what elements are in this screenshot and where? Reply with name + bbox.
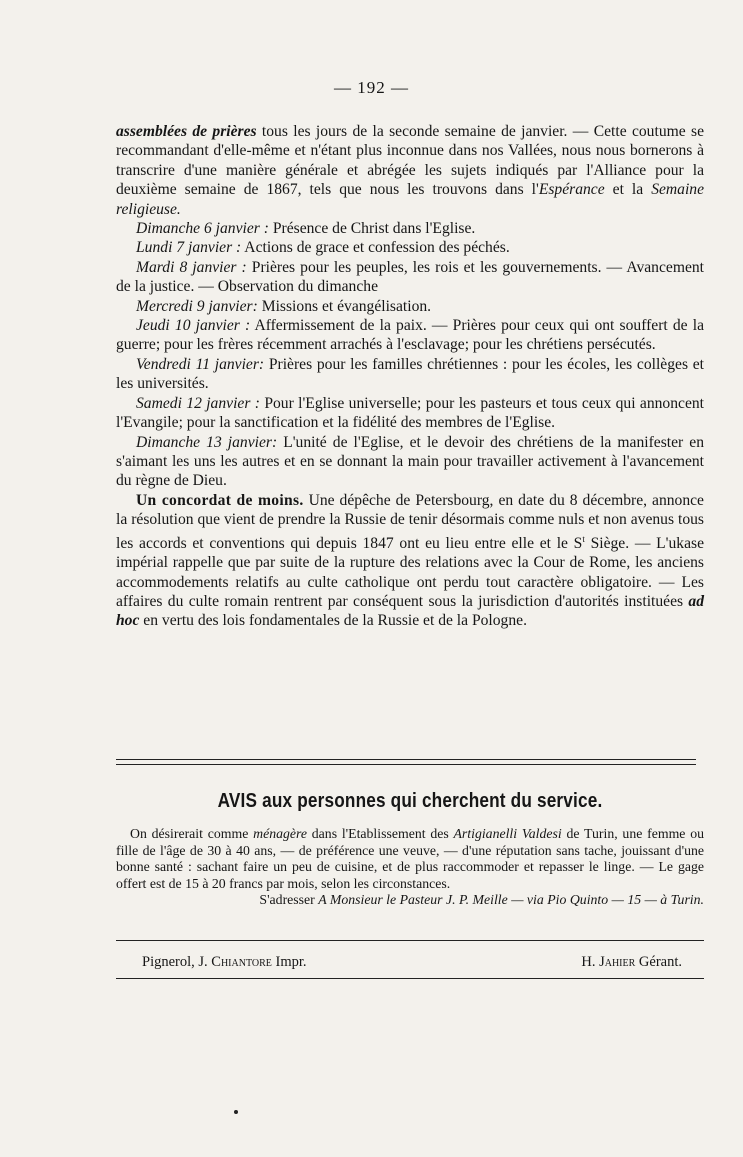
printer-name: Chiantore: [211, 954, 272, 970]
paragraph-text: en vertu des lois fondamentales de la Russie et de la Pologne.: [139, 612, 527, 630]
prayer-day-item: [116, 394, 704, 433]
manager-text: H.: [581, 954, 600, 970]
paragraph-text: dans l'Etablissement des: [307, 826, 454, 841]
paragraph-text: S'adresser: [259, 892, 319, 908]
footer-rule-top: [116, 940, 704, 941]
prayer-day-item: [116, 355, 704, 394]
prayer-day-subject: Actions de grace et confession des péchés.: [241, 239, 510, 257]
prayer-day-subject: Affermissement de la paix. — Prières pour ceux qui ont souffert de la guerre; pour les frères récemment arrachés à l'esclavage; pour les chrétiens persécutés.: [116, 317, 704, 354]
prayer-day-item: [116, 219, 704, 238]
prayer-day-item: [116, 316, 704, 355]
notice-title: AVIS aux personnes qui cherchent du service.: [217, 790, 603, 812]
manager-credit: [581, 954, 682, 971]
prayer-day-label: Mardi 8 janvier :: [136, 258, 247, 276]
ink-speck: [234, 1110, 238, 1114]
printer-text: Impr.: [271, 954, 307, 970]
journal-name: Semaine religieuse.: [116, 181, 705, 218]
manager-name: Jahier: [599, 954, 636, 970]
paragraph-text: Siège. — L'ukase impérial rappelle que par suite de la rupture des relations avec la Cour de Rome, les anciens accommodements relatifs au culte catholique ont perdu tout caractère obligatoire. — Les affaires du culte romain rentrent par conséquent sous la jurisdiction d'autorités instituées: [116, 534, 704, 610]
section-heading: Un concordat de moins.: [136, 491, 304, 509]
prayer-day-label: Lundi 7 janvier :: [136, 239, 242, 257]
section-divider: [116, 759, 696, 765]
notice-body: [116, 826, 704, 909]
job-title: ménagère: [253, 826, 307, 841]
concordat-paragraph: [116, 491, 704, 631]
prayer-day-subject: Pour l'Eglise universelle; pour les pasteurs et tous ceux qui annoncent l'Evangile; pour la sanctification et la fidélité des membres de l'Eglise.: [116, 394, 705, 432]
footer-rule-bottom: [116, 978, 704, 979]
superscript: t: [582, 533, 585, 544]
printer-text: Pignerol, J.: [142, 954, 212, 970]
prayer-day-item: [116, 238, 704, 257]
prayer-day-label: Dimanche 6 janvier :: [136, 220, 269, 238]
paragraph-text: tous les jours de la seconde semaine de janvier. — Cette coutume se recommandant d'elle-même et n'étant plus inconnue dans nos Vallées, nous nous bornerons à transcrire d'une manière générale et abrégée les sujets indiqués par l'Alliance pour la deuxième semaine de 1867, tels que nous les trouvons dans l': [116, 123, 704, 199]
notice-address: [116, 892, 704, 909]
notice-paragraph: [116, 826, 704, 892]
prayer-day-subject: Missions et évangélisation.: [257, 297, 432, 315]
prayer-day-item: [116, 433, 704, 491]
prayer-day-label: Vendredi 11 janvier:: [136, 355, 265, 373]
emphasis-text: assemblées de prières: [116, 123, 257, 140]
prayer-day-subject: L'unité de l'Eglise, et le devoir des chrétiens de la manifester en s'aimant les uns les autres et en se donnant la main pour travailler activement à l'avancement du règne de Dieu.: [116, 433, 704, 490]
prayer-day-subject: Prières pour les familles chrétiennes : pour les écoles, les collèges et les universités.: [116, 355, 704, 393]
journal-name: Espérance: [538, 181, 605, 199]
paragraph-text: Une dépêche de Petersbourg, en date du 8 décembre, annonce la résolution que vient de prendre la Russie de tenir désormais comme nuls et non avenus tous les accords et conventions qui depuis 1847 ont eu lieu entre elle et le S: [116, 491, 704, 552]
contact-address: A Monsieur le Pasteur J. P. Meille — via Pio Quinto — 15 — à Turin.: [318, 892, 704, 908]
paragraph-text: et la: [604, 181, 652, 199]
paragraph-text: de Turin, une femme ou fille de l'âge de 30 à 40 ans, — de préférence une veuve, — d'une réputation sans tache, jouissant d'une bonne santé : sachant faire un peu de cuisine, et de plus raccommoder et repasser le linge. — Le gage offert est de 15 à 20 francs par mois, selon les circonstances.: [116, 826, 704, 891]
prayer-day-label: Mercredi 9 janvier:: [136, 297, 258, 315]
prayer-day-item: [116, 297, 704, 316]
printer-credit: [142, 954, 307, 971]
prayer-day-label: Dimanche 13 janvier:: [136, 433, 278, 451]
latin-phrase: ad hoc: [116, 592, 704, 630]
manager-text: Gérant.: [635, 954, 682, 970]
paragraph-text: On désirerait comme: [130, 826, 254, 841]
prayer-day-item: [116, 258, 704, 297]
prayer-day-label: Jeudi 10 janvier :: [136, 317, 251, 335]
prayer-day-label: Samedi 12 janvier :: [136, 394, 260, 412]
intro-paragraph: [116, 122, 704, 219]
page-number: — 192 —: [334, 78, 409, 97]
institution-name: Artigianelli Valdesi: [453, 826, 562, 841]
prayer-day-subject: Prières pour les peuples, les rois et les gouvernements. — Avancement de la justice. — Observation du dimanche: [116, 258, 704, 296]
article-body: [116, 122, 704, 631]
prayer-day-subject: Présence de Christ dans l'Eglise.: [268, 220, 476, 238]
